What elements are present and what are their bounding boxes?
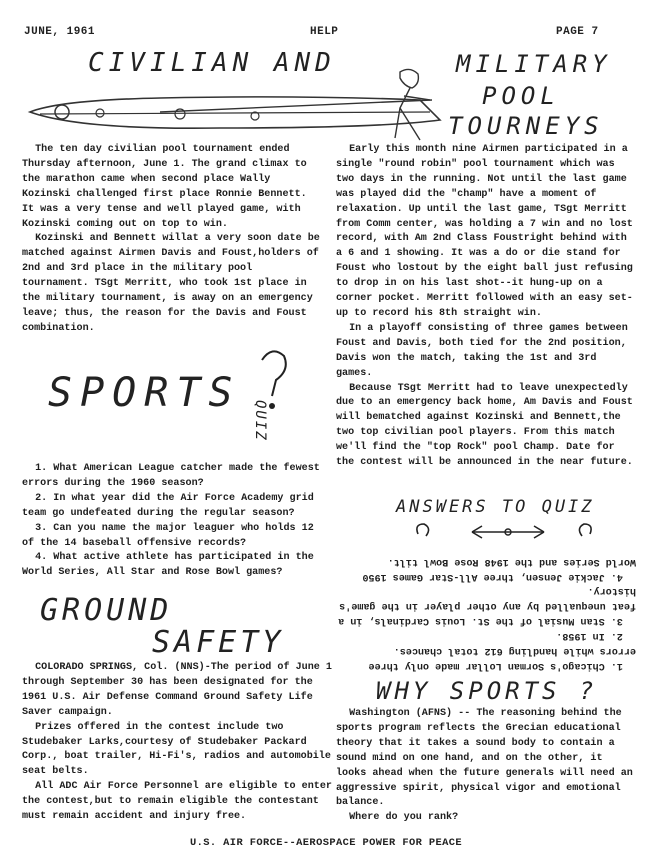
footer-slogan: U.S. AIR FORCE--AEROSPACE POWER FOR PEACE bbox=[190, 837, 463, 849]
quiz-question: 2. In what year did the Air Force Academy grid team go undefeated during the regular season? bbox=[22, 492, 314, 519]
issue-date: JUNE, 1961 bbox=[24, 26, 96, 38]
safety-paragraph: All ADC Air Force Personnel are eligible to enter the contest,but to remain eligible the contestant must remain accident and injury free. bbox=[22, 781, 332, 823]
title-pool: POOL bbox=[482, 82, 560, 110]
arrow-decoration-icon bbox=[410, 518, 610, 548]
why-paragraph: Where do you rank? bbox=[349, 812, 459, 824]
pool-paragraph: Because TSgt Merritt had to leave unexpectedly due to an emergency back home, Am Davis and Foust will bematched against Kozinski and Bennett,the two top civilian pool players. From this match we'll find the "top Rock" pool Champ. Date for the contest will be announced in the near future. bbox=[336, 382, 633, 469]
title-civilian-and: CIVILIAN AND bbox=[88, 48, 336, 78]
title-military: MILITARY bbox=[456, 50, 612, 78]
pool-story-left bbox=[22, 143, 322, 337]
pool-story-right bbox=[336, 143, 636, 471]
pool-paragraph: Kozinski and Bennett willat a very soon date be matched against Airmen Davis and Foust,holders of 2nd and 3rd place in the military pool tournament. TSgt Merritt, who took 1st place in the military tournament, is away on an emergency leave; thus, the reason for the Davis and Foust combination. bbox=[22, 233, 320, 334]
paper-name: HELP bbox=[310, 26, 339, 38]
pool-paragraph: In a playoff consisting of three games between Foust and Davis, both tied for the 2nd position, Davis won the match, taking the 1st and 3rd games. bbox=[336, 322, 628, 379]
quiz-answer: 4. Jackie Jensen, three All-Star Games 1950 World Series and the 1948 Rose Bowl tilt. bbox=[362, 555, 636, 582]
title-why-sports: WHY SPORTS ? bbox=[376, 677, 598, 705]
title-sports: SPORTS bbox=[48, 370, 241, 416]
why-sports-story bbox=[336, 707, 636, 826]
safety-paragraph: COLORADO SPRINGS, Col. (NNS)-The period of June 1 through September 30 has been designated for the 1961 U.S. Air Defense Command Ground Safety Life Saver campaign. bbox=[22, 662, 332, 718]
why-paragraph: Washington (AFNS) -- The reasoning behind the sports program reflects the Grecian educational theory that it takes a sound body to contain a sound mind on one hand, and on the other, it looks ahead when the future generals will need an aggressive spirit, physical vigor and emotional balance. bbox=[336, 708, 633, 809]
quiz-answer: 1. Chicago's Sorman Lollar made only three errors while handling 612 total chances. bbox=[368, 645, 636, 671]
pool-paragraph: The ten day civilian pool tournament ended Thursday afternoon, June 1. The grand climax to the marathon came when second place Wally Kozinski challenged first place Ronnie Bennett. It was a very tense and well played game, with Kozinski coming out on top to win. bbox=[22, 144, 307, 230]
pool-table-illustration bbox=[0, 0, 650, 160]
title-ground: GROUND bbox=[40, 593, 173, 628]
ground-safety-story bbox=[22, 661, 332, 825]
quiz-question: 1. What American League catcher made the fewest errors during the 1960 season? bbox=[22, 463, 320, 489]
quiz-answer: 3. Stan Musial of the St. Louis Cardinals, in a feat unequalled by any other player in the game's history. bbox=[338, 585, 636, 627]
quiz-answers-upside-down bbox=[336, 548, 636, 672]
title-quiz: QUIZ bbox=[252, 400, 268, 442]
quiz-questions bbox=[22, 462, 322, 581]
quiz-question: 3. Can you name the major leaguer who holds 12 of the 14 baseball offensive records? bbox=[22, 522, 314, 549]
quiz-question: 4. What active athlete has participated in the World Series, All Star and Rose Bowl games? bbox=[22, 552, 314, 579]
pool-paragraph: Early this month nine Airmen participated in a single "round robin" pool tournament which was two days in the running. Not until the last game was played did the "champ" have a moment of relaxation. Up until the last game, TSgt Merritt from Comm center, was holding a 7 win and no lost record, with Am 2nd Class Foustright behind with a 6 and 1 showing. It was a do or die stand for Foust who lostout by the eight ball just refusing to drop in on his last shot--it hung-up on a corner pocket. Merritt followed with an easy set-up to record his 8th straight win. bbox=[336, 144, 633, 319]
title-safety: SAFETY bbox=[152, 625, 285, 660]
title-answers: ANSWERS TO QUIZ bbox=[396, 497, 595, 517]
title-tourneys: TOURNEYS bbox=[448, 112, 604, 140]
question-mark-icon bbox=[242, 340, 302, 460]
safety-paragraph: Prizes offered in the contest include two Studebaker Larks,courtesy of Studebaker Packard Corp., boat trailer, Hi-Fi's, radios and automobile seat belts. bbox=[22, 721, 331, 778]
page-number: PAGE 7 bbox=[556, 26, 599, 38]
quiz-answer: 2. In 1958. bbox=[556, 630, 623, 642]
